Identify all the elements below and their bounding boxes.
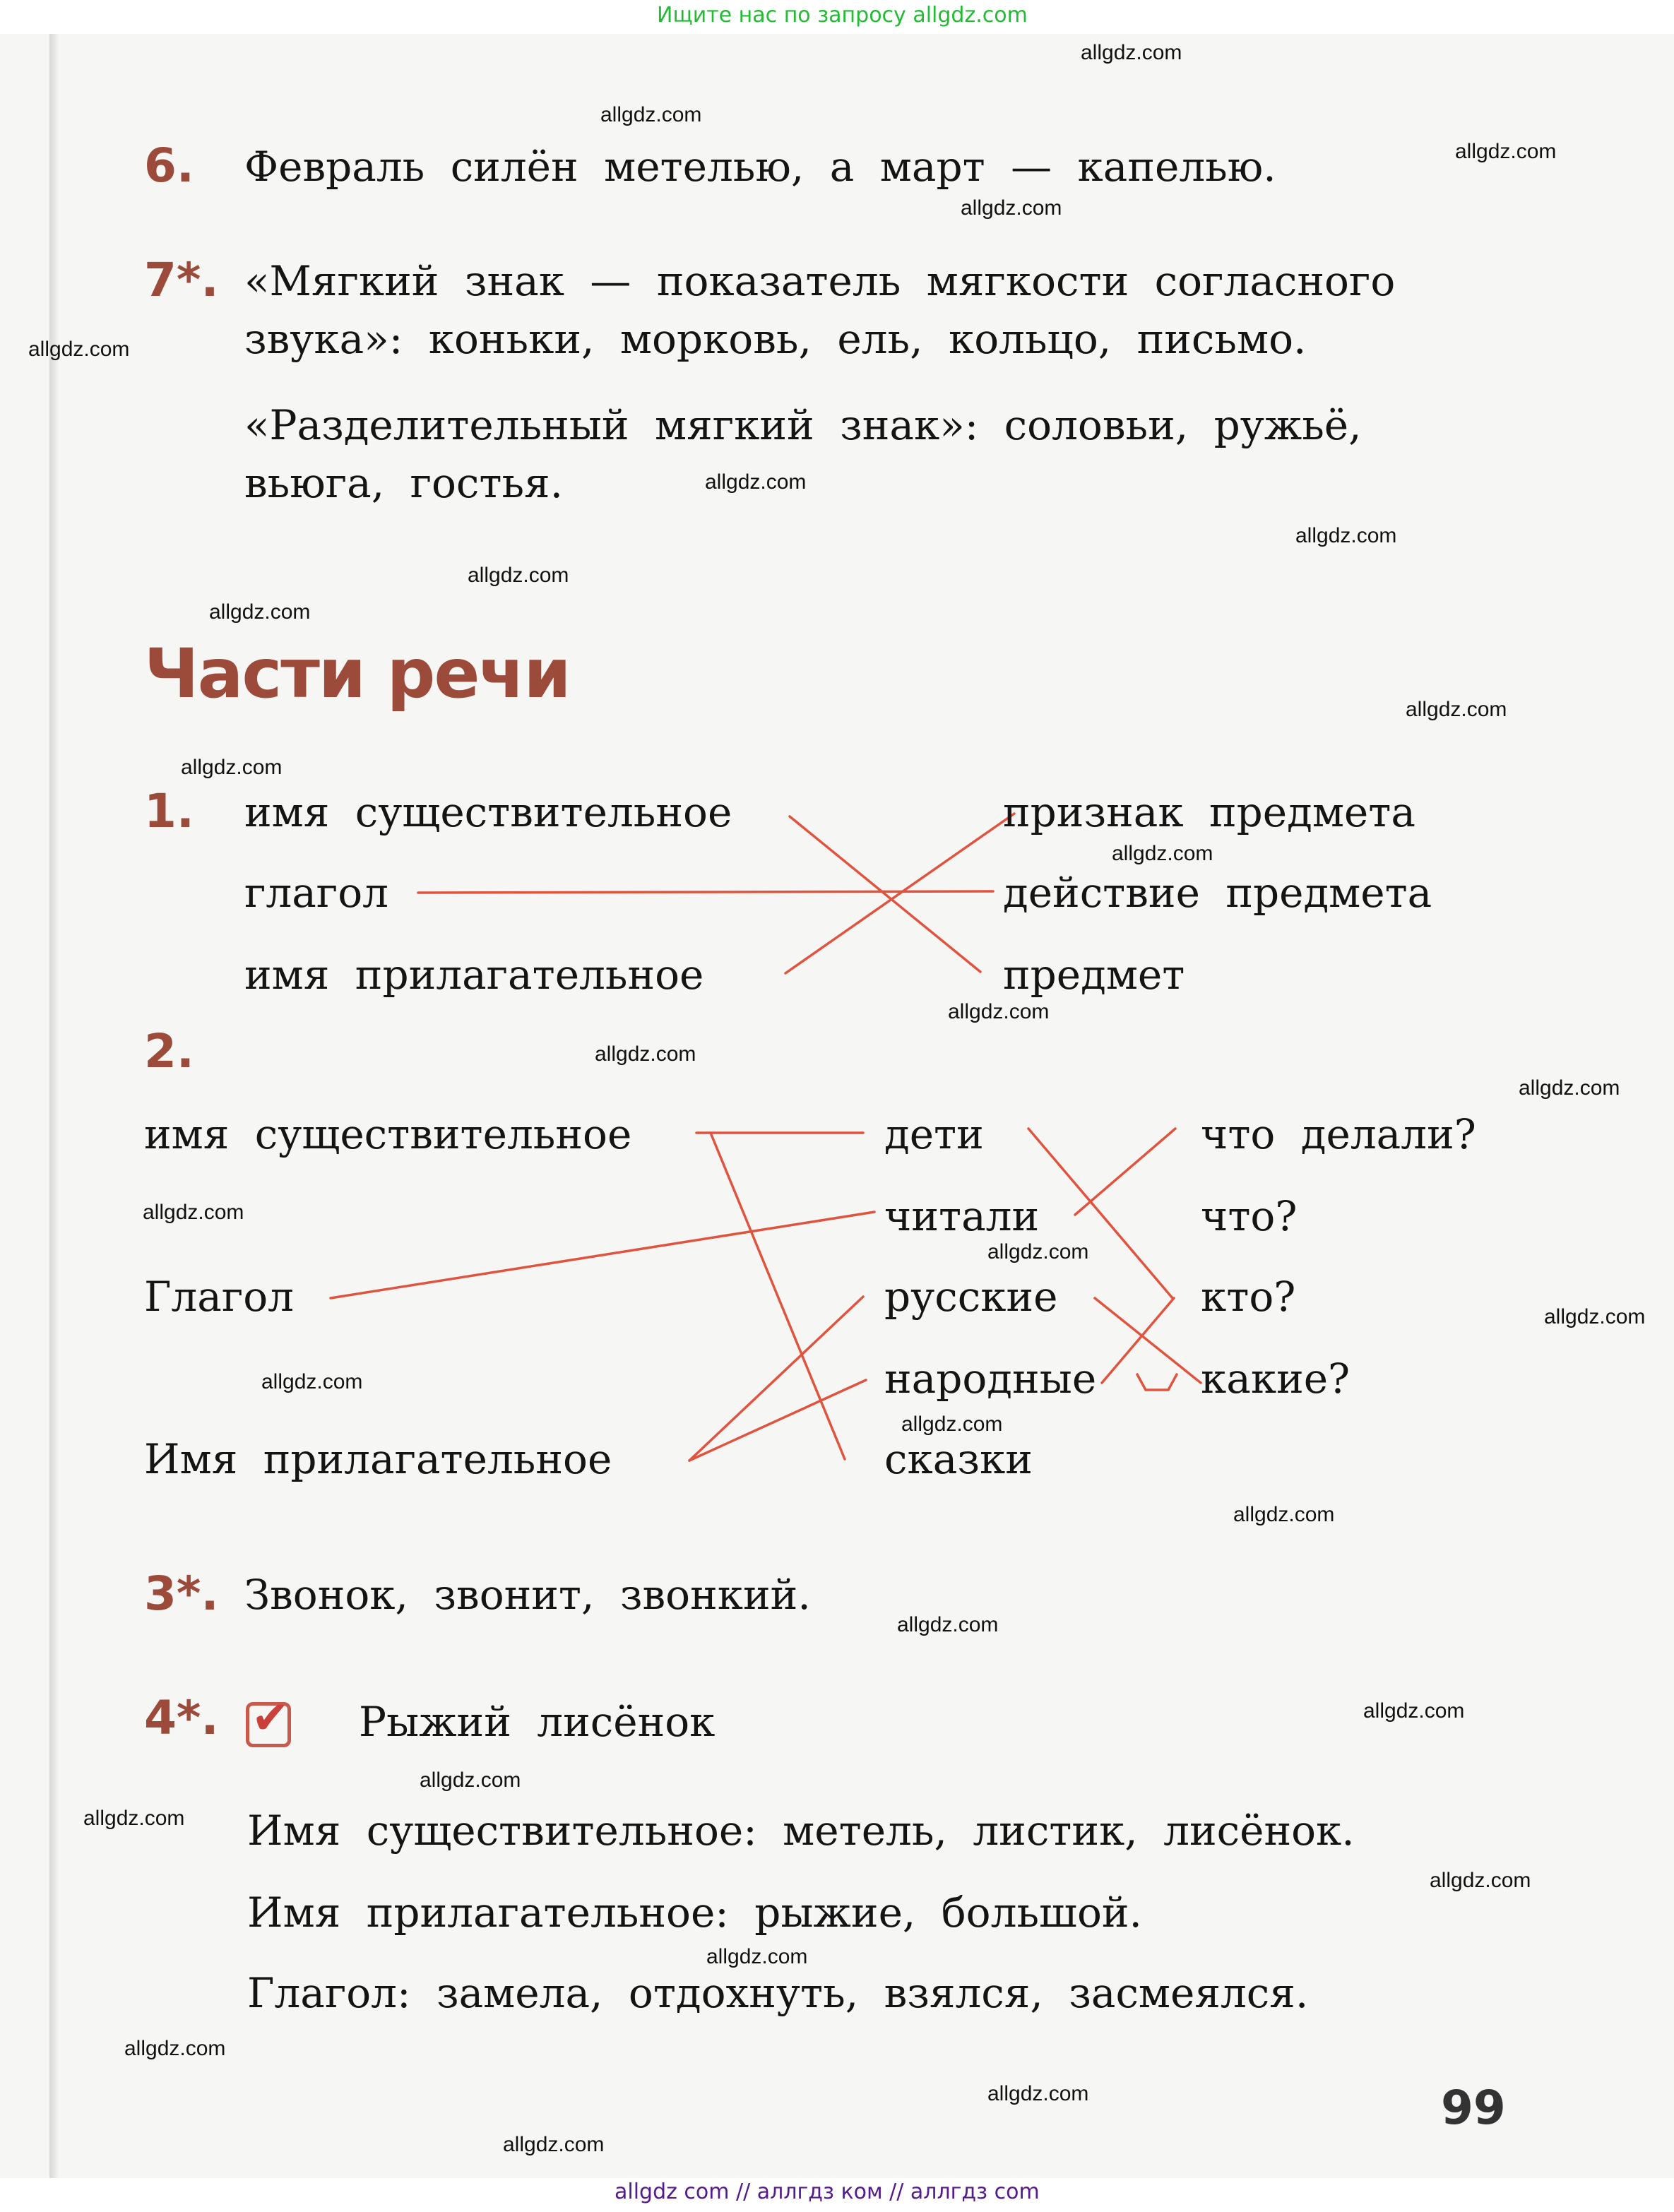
page-number: 99 — [1441, 2081, 1506, 2135]
answer-checkbox[interactable] — [246, 1692, 291, 1747]
task-4-title: Рыжий лисёнок — [359, 1698, 716, 1746]
watermark: allgdz.com — [209, 600, 311, 624]
task-1-left-item: глагол — [244, 869, 388, 917]
task-3-number: 3*. — [144, 1566, 219, 1621]
task-2-question: что делали? — [1201, 1110, 1476, 1158]
connector-line — [1095, 1298, 1201, 1383]
watermark: allgdz.com — [83, 1807, 185, 1830]
watermark: allgdz.com — [600, 103, 702, 126]
task-2-word: народные — [884, 1355, 1097, 1403]
watermark: allgdz.com — [261, 1370, 363, 1393]
watermark: allgdz.com — [1363, 1699, 1465, 1723]
task-4-number: 4*. — [144, 1691, 219, 1745]
task-2-question: что? — [1201, 1192, 1298, 1240]
exercise-6-text: Февраль силён метелью, а март — капелью. — [244, 143, 1276, 191]
watermark: allgdz.com — [1233, 1503, 1335, 1526]
task-3-text: Звонок, звонит, звонкий. — [244, 1571, 811, 1619]
watermark: allgdz.com — [503, 2133, 605, 2156]
top-banner-link[interactable]: Ищите нас по запросу allgdz.com — [657, 3, 1028, 28]
watermark: allgdz.com — [143, 1201, 244, 1224]
section-heading: Части речи — [144, 634, 570, 713]
watermark: allgdz.com — [897, 1613, 999, 1636]
watermark: allgdz.com — [961, 196, 1062, 220]
watermark: allgdz.com — [28, 338, 130, 361]
watermark: allgdz.com — [124, 2037, 226, 2060]
watermark: allgdz.com — [706, 1945, 808, 1968]
task-1-right-item: действие предмета — [1003, 869, 1432, 917]
watermark: allgdz.com — [901, 1413, 1003, 1436]
watermark: allgdz.com — [1081, 41, 1182, 64]
watermark: allgdz.com — [1455, 140, 1557, 163]
task-2-question: кто? — [1201, 1273, 1296, 1321]
connector-line — [785, 814, 1014, 973]
task-4-line-3: Глагол: замела, отдохнуть, взялся, засмеялся. — [247, 1969, 1309, 2017]
watermark: allgdz.com — [987, 2082, 1089, 2105]
watermark: allgdz.com — [1406, 698, 1507, 721]
watermark: allgdz.com — [1544, 1305, 1646, 1328]
task-2-part-of-speech: Имя прилагательное — [144, 1435, 612, 1483]
task-2-word: русские — [884, 1273, 1058, 1321]
task-2-question: какие? — [1201, 1355, 1351, 1403]
watermark: allgdz.com — [705, 470, 807, 494]
watermark: allgdz.com — [420, 1768, 521, 1792]
watermark: allgdz.com — [1519, 1076, 1620, 1100]
watermark: allgdz.com — [987, 1240, 1089, 1263]
checkmark-icon: ✔ — [251, 1692, 290, 1744]
task-2-word: сказки — [884, 1435, 1033, 1483]
watermark: allgdz.com — [181, 756, 283, 779]
task-2-part-of-speech: Глагол — [144, 1273, 294, 1321]
exercise-6-number: 6. — [144, 138, 194, 193]
watermark: allgdz.com — [595, 1042, 696, 1066]
task-2-part-of-speech: имя существительное — [144, 1110, 632, 1158]
exercise-7-line-2: звука»: коньки, морковь, ель, кольцо, письмо. — [244, 315, 1307, 363]
connector-line — [418, 891, 993, 893]
exercise-7-number: 7*. — [144, 253, 219, 307]
footer-links[interactable]: allgdz com // аллгдз ком // аллгдз com — [615, 2180, 1040, 2204]
watermark: allgdz.com — [468, 564, 569, 587]
task-4-line-2: Имя прилагательное: рыжие, большой. — [247, 1889, 1142, 1937]
connector-line — [1075, 1129, 1175, 1215]
task-1-left-item: имя прилагательное — [244, 951, 704, 999]
exercise-7-line-4: вьюга, гостья. — [244, 459, 564, 507]
connector-line — [331, 1212, 874, 1298]
connector-line — [1137, 1374, 1177, 1390]
task-1-number: 1. — [144, 784, 194, 838]
exercise-7-line-1: «Мягкий знак — показатель мягкости согласного — [244, 257, 1396, 305]
watermark: allgdz.com — [1112, 842, 1213, 865]
watermark: allgdz.com — [1430, 1869, 1531, 1892]
connector-line — [790, 816, 980, 972]
connector-line — [689, 1297, 863, 1461]
watermark: allgdz.com — [948, 1000, 1050, 1023]
task-1-left-item: имя существительное — [244, 788, 732, 836]
watermark: allgdz.com — [1295, 524, 1397, 547]
task-2-word: дети — [884, 1110, 984, 1158]
task-2-word: читали — [884, 1192, 1040, 1240]
connector-line — [711, 1133, 845, 1459]
task-2-number: 2. — [144, 1024, 194, 1078]
task-1-right-item: признак предмета — [1003, 788, 1415, 836]
exercise-7-line-3: «Разделительный мягкий знак»: соловьи, ружьё, — [244, 401, 1362, 449]
task-4-line-1: Имя существительное: метель, листик, лисёнок. — [247, 1807, 1355, 1855]
task-1-right-item: предмет — [1003, 951, 1185, 999]
